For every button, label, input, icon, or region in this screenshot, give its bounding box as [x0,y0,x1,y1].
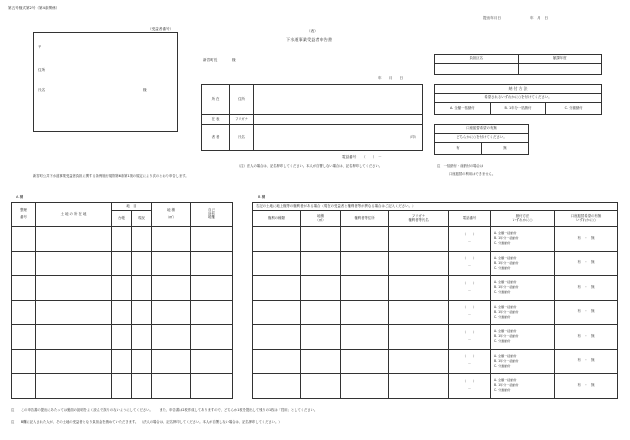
table-b-cell[interactable] [341,325,389,350]
table-a-cell[interactable] [132,276,152,301]
row-option-c: C. 分割納付 [494,339,511,344]
table-b-cell[interactable] [491,276,555,301]
phone-dash: － [467,239,472,244]
payment-method-table [434,84,602,115]
row-option-a: A. 全額一括納付 [494,353,517,358]
row-option-a: A. 全額一括納付 [494,280,517,285]
table-b-cell[interactable] [301,349,341,374]
phone-dash: － [467,264,472,269]
table-a-cell[interactable] [36,251,112,276]
footer-note-1: 注 この申告書の提出にあたっては裏面の説明をよく読んで誤りのないようにしてください。 また、申告書は2枚作成してありますので、どちらか1枚を提出して残りの1枚は「控用」としてください。 [11,408,318,412]
table-a-cell[interactable] [112,349,132,374]
table-b-row [253,276,618,301]
applicant-date: 年 月 日 [378,76,404,80]
row-consent: 有 ・ 無 [577,382,595,387]
right-note-2: 口座振替の利用はできません。 [449,172,496,176]
table-a-cell[interactable] [132,300,152,325]
addressee-org: 新宮町長 [203,58,218,62]
consent-hint: どちらかに○を付けてください。 [435,134,529,143]
col-self: 自己 所有 地権 [191,203,233,227]
table-b-cell[interactable] [555,325,618,350]
table-b-cell[interactable] [341,227,389,252]
phone-paren: （ ） [462,231,477,236]
table-a-cell[interactable] [191,276,233,301]
table-a-cell[interactable] [12,227,36,252]
table-a-cell[interactable] [132,251,152,276]
row-option-c: C. 分割納付 [494,363,511,368]
table-b-cell[interactable] [253,227,301,252]
payment-title: 納 付 方 法 [435,85,602,94]
applicant-name-field[interactable] [254,125,423,151]
row-option-a: A. 全額一括納付 [494,329,517,334]
table-b-cell[interactable] [449,276,491,301]
table-b-cell[interactable] [449,251,491,276]
row-option-a: A. 全額一括納付 [494,231,517,236]
col-b-area: 地積 （㎡） [301,211,341,227]
table-a-label: A 欄 [16,195,24,199]
table-a-cell[interactable] [132,349,152,374]
form-id: 第五号様式第2号（第4条関係） [8,6,60,10]
row-option-b: B. 1年分一括納付 [494,236,519,241]
row-option-c: C. 分割納付 [494,388,511,393]
fiscal-year-field[interactable] [518,64,602,75]
row-consent: 有 ・ 無 [577,235,595,240]
title-prefix: （表） [307,29,318,33]
table-b-row [253,374,618,399]
postal-mark: 〒 [38,45,42,49]
table-b-cell[interactable] [491,251,555,276]
table-b-cell[interactable] [389,349,449,374]
row-option-c: C. 分割納付 [494,265,511,270]
table-b-cell[interactable] [491,374,555,399]
table-b-cell[interactable] [491,227,555,252]
declaration-text: 新宮町公共下水道事業受益者負担に関する条例施行規則第6条第1項の規定により次のとおり申告します。 [33,174,189,178]
table-b-cell[interactable] [301,325,341,350]
table-a-cell[interactable] [36,349,112,374]
district-table [434,54,602,75]
table-a-cell[interactable] [112,251,132,276]
row-option-b: B. 1年分一括納付 [494,260,519,265]
table-b-cell[interactable] [253,374,301,399]
table-b-label: B 欄 [258,195,266,199]
phone-paren: （ ） [462,329,477,334]
receipt-date-value: 年 月 日 [530,16,548,20]
phone-paren: （ ） [462,256,477,261]
phone-paren: （ ） [462,378,477,383]
payment-option-a[interactable]: A. 全額一括納付 [435,103,491,115]
receipt-number-label: （受益者番号） [148,27,174,31]
table-b-cell[interactable] [389,325,449,350]
table-b-caption: 右記の土地に地上権等の権利者がある場合（現在の受益者と権利者等が異なる場合はご記入ください。） [253,203,618,211]
row-option-b: B. 1年分一括納付 [494,358,519,363]
col-holder-address: 権利者等住所 [341,211,389,227]
payment-hint: 希望されるいずれかに○を付けてください。 [435,94,602,103]
table-b-cell[interactable] [389,276,449,301]
table-a-cell[interactable] [36,374,112,399]
table-b-cell[interactable] [301,374,341,399]
payment-option-c[interactable]: C. 分割納付 [546,103,602,115]
applicant-side-2: 在 表 [202,115,230,125]
applicant-table [201,84,423,151]
table-b-cell[interactable] [555,251,618,276]
consent-title: 口座振替希望の有無 [435,125,529,134]
table-a-cell[interactable] [152,227,191,252]
table-a-cell[interactable] [12,276,36,301]
consent-option-yes[interactable]: 有 [435,143,482,155]
table-a-cell[interactable] [12,325,36,350]
table-b-cell[interactable] [449,349,491,374]
table-a-cell[interactable] [152,276,191,301]
table-b-cell[interactable] [341,374,389,399]
table-b-cell[interactable] [491,349,555,374]
table-a-cell[interactable] [112,300,132,325]
address-label: 住所 [38,68,46,72]
table-b-row [253,325,618,350]
col-payment: 納付方法 いずれかに○ [491,211,555,227]
table-b-cell[interactable] [253,325,301,350]
table-a-row [12,374,233,399]
table-b-cell[interactable] [449,374,491,399]
table-b-cell[interactable] [449,325,491,350]
row-consent: 有 ・ 無 [577,284,595,289]
table-b-row [253,251,618,276]
table-a-cell[interactable] [191,227,233,252]
row-consent: 有 ・ 無 [577,309,595,314]
applicant-furigana-field[interactable] [254,115,423,125]
payment-option-b[interactable]: B. 1年分一括納付 [490,103,546,115]
table-b-cell[interactable] [301,251,341,276]
phone-paren: （ ） [462,354,477,359]
table-b-cell[interactable] [555,374,618,399]
table-a-cell[interactable] [36,300,112,325]
col-consent: 口座振替希望の有無 いずれかに○ [555,211,618,227]
table-b-cell[interactable] [491,325,555,350]
table-b-cell[interactable] [301,276,341,301]
table-b-cell[interactable] [253,300,301,325]
row-consent: 有 ・ 無 [577,333,595,338]
phone-dash: － [467,386,472,391]
table-a-cell[interactable] [36,227,112,252]
table-a-cell[interactable] [112,325,132,350]
row-consent: 有 ・ 無 [577,260,595,265]
table-a [11,202,233,399]
table-b-cell[interactable] [341,349,389,374]
table-b-cell[interactable] [555,349,618,374]
table-b-cell[interactable] [389,227,449,252]
col-location: 土 地 の 所 在 地 [36,203,112,227]
table-a-row [12,276,233,301]
row-option-c: C. 分割納付 [494,314,511,319]
page-title: 下水道事業受益者申告書 [286,37,333,42]
table-a-cell[interactable] [12,374,36,399]
table-a-cell[interactable] [152,251,191,276]
phone-paren: （ ） [462,305,477,310]
row-option-b: B. 1年分一括納付 [494,383,519,388]
table-b [252,202,618,399]
table-a-cell[interactable] [36,276,112,301]
table-b-cell[interactable] [253,276,301,301]
table-a-cell[interactable] [12,300,36,325]
table-b-cell[interactable] [253,349,301,374]
phone-dash: － [467,313,472,318]
applicant-side-1: 所 在 [202,85,230,115]
applicant-label-name: 氏名 [230,125,254,151]
phone-dash: － [467,288,472,293]
fiscal-year-header: 賦課年度 [518,55,602,64]
table-a-cell[interactable] [191,300,233,325]
col-chimoku-current: 現況 [132,211,152,227]
name-honorific: 様 [143,88,147,92]
col-right-type: 権利の種類 [253,211,301,227]
row-option-b: B. 1年分一括納付 [494,285,519,290]
col-chimoku: 地 目 [112,203,152,211]
table-b-cell[interactable] [449,227,491,252]
applicant-label-address: 住所 [230,85,254,115]
table-a-row [12,251,233,276]
col-area: 地 積 （㎡） [152,203,191,227]
row-option-a: A. 全額一括納付 [494,378,517,383]
table-a-cell[interactable] [191,374,233,399]
table-a-cell[interactable] [132,227,152,252]
table-a-row [12,227,233,252]
district-field[interactable] [435,64,519,75]
row-option-c: C. 分割納付 [494,241,511,246]
table-b-cell[interactable] [555,227,618,252]
table-b-cell[interactable] [491,300,555,325]
footer-note-2: 注 B欄に記入された人が、その土地の受益者となり負担金を納めていただきます。 （法人の場合は、記名押印してください。本人が自署しない場合は、記名押印してください。） [11,420,282,424]
table-b-row [253,300,618,325]
table-b-cell[interactable] [389,300,449,325]
table-a-cell[interactable] [36,325,112,350]
phone-field[interactable]: （ ） － [362,155,382,159]
applicant-address-field[interactable] [254,85,423,115]
applicant-label-furigana: フリガナ [230,115,254,125]
name-label: 氏名 [38,88,46,92]
table-a-cell[interactable] [112,276,132,301]
district-header: 負担区名 [435,55,519,64]
table-a-cell[interactable] [152,325,191,350]
table-b-cell[interactable] [301,227,341,252]
row-consent: 有 ・ 無 [577,358,595,363]
row-option-b: B. 1年分一括納付 [494,334,519,339]
table-b-cell[interactable] [449,300,491,325]
row-option-a: A. 全額一括納付 [494,304,517,309]
seal-mark: （印） [407,134,418,139]
table-a-cell[interactable] [152,300,191,325]
row-option-c: C. 分割納付 [494,290,511,295]
phone-dash: － [467,362,472,367]
phone-label: 電話番号 [342,155,357,159]
table-b-cell[interactable] [389,251,449,276]
row-option-b: B. 1年分一括納付 [494,309,519,314]
table-b-cell[interactable] [341,276,389,301]
table-a-cell[interactable] [152,374,191,399]
table-a-cell[interactable] [191,325,233,350]
phone-dash: － [467,337,472,342]
table-a-cell[interactable] [12,349,36,374]
table-a-row [12,349,233,374]
consent-option-no[interactable]: 無 [482,143,529,155]
addressee-honorific: 様 [232,58,236,62]
table-b-cell[interactable] [389,374,449,399]
row-option-a: A. 全額一括納付 [494,255,517,260]
table-a-cell[interactable] [191,349,233,374]
col-no: 整理 番号 [12,203,36,227]
col-chimoku-register: 台帳 [112,211,132,227]
right-note-1: 注 一括納付・前納付の場合は [437,164,484,168]
table-b-row [253,349,618,374]
table-b-cell[interactable] [253,251,301,276]
table-a-row [12,300,233,325]
table-a-row [12,325,233,350]
table-a-cell[interactable] [152,349,191,374]
table-a-cell[interactable] [12,251,36,276]
table-b-cell[interactable] [301,300,341,325]
col-phone: 電話番号 [449,211,491,227]
applicant-note: （注）法人の場合は、記名押印してください。本人が自署しない場合は、記名押印してください。 [237,164,383,168]
table-b-cell[interactable] [555,276,618,301]
receipt-date-label: 提出年月日 [483,16,501,20]
table-b-cell[interactable] [555,300,618,325]
account-transfer-table [434,124,529,155]
recipient-address-box [33,32,178,132]
table-a-cell[interactable] [132,374,152,399]
table-a-cell[interactable] [112,227,132,252]
table-a-cell[interactable] [132,325,152,350]
table-a-cell[interactable] [112,374,132,399]
table-b-cell[interactable] [341,300,389,325]
phone-paren: （ ） [462,280,477,285]
col-holder-name: フリガナ 権利者等氏名 [389,211,449,227]
table-b-cell[interactable] [341,251,389,276]
table-b-row [253,227,618,252]
table-a-cell[interactable] [191,251,233,276]
applicant-side-3: 者 者 [202,125,230,151]
